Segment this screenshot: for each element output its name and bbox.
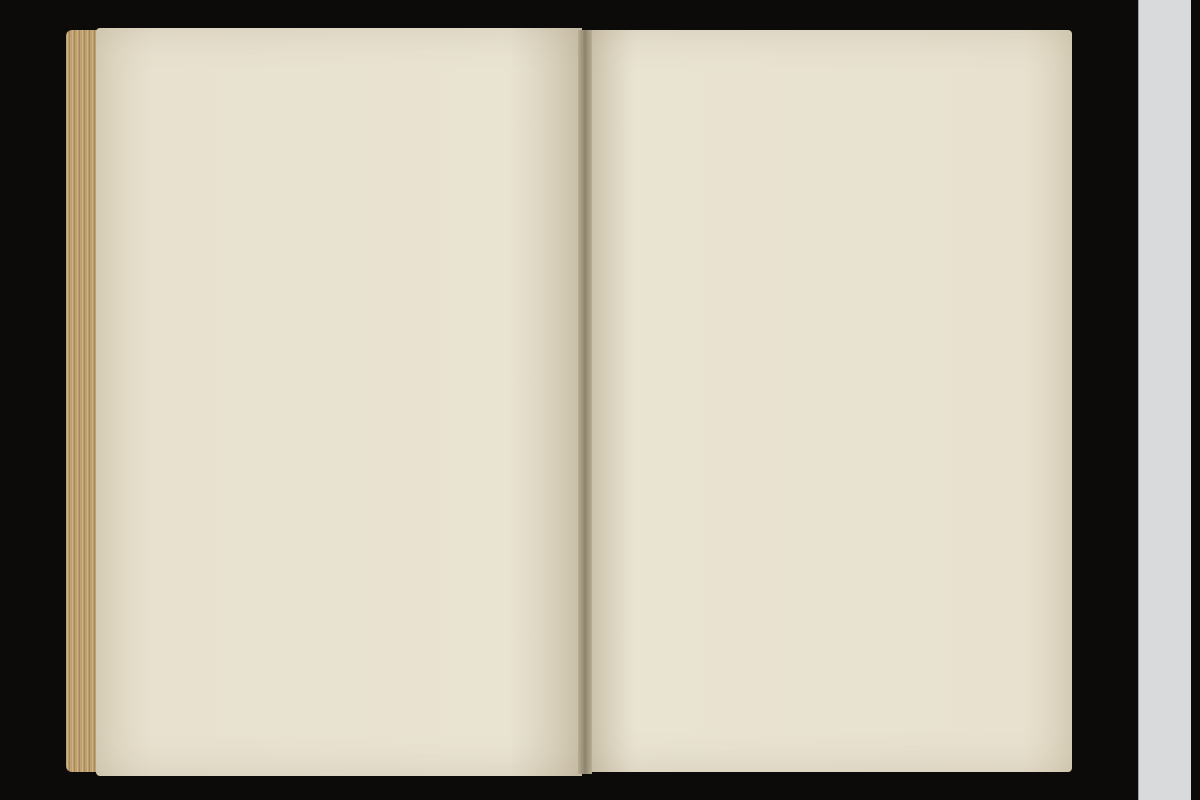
book-gutter: [578, 30, 592, 774]
left-page: [96, 28, 582, 776]
right-page: [586, 30, 1072, 772]
measuring-ruler: [1138, 0, 1191, 800]
